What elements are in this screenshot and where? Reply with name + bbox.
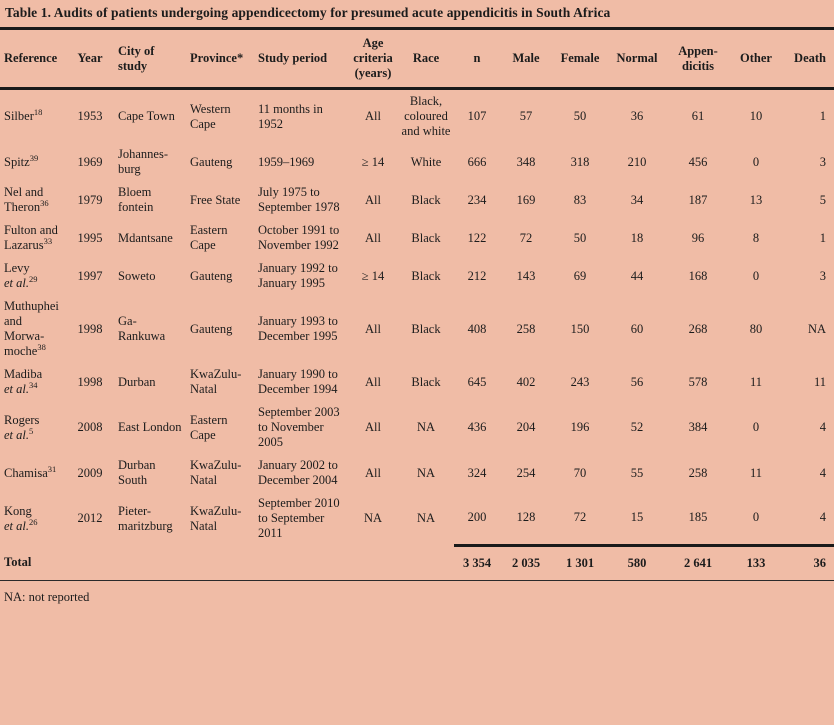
cell-race: Black (411, 192, 441, 207)
cell-province: Gauteng (190, 321, 233, 336)
table-row (0, 181, 834, 219)
cell-period: September 2003 to November 2005 (258, 405, 340, 449)
cell-year: 1979 (77, 192, 103, 207)
cell-male: 348 (516, 154, 536, 169)
cell-death: 1 (819, 230, 826, 245)
cell-city: Soweto (118, 268, 156, 283)
cell-period: 11 months in 1952 (258, 101, 323, 131)
cell-death: 4 (819, 510, 826, 525)
total-spacer (66, 545, 114, 580)
col-header-province: Province* (186, 30, 254, 89)
total-female: 1 301 (552, 545, 608, 580)
cell-other: 0 (752, 510, 760, 525)
cell-female: 72 (573, 510, 587, 525)
cell-race: NA (416, 511, 436, 525)
total-appendicitis: 2 641 (666, 545, 730, 580)
cell-other: 11 (749, 465, 763, 480)
cell-race: Black (411, 374, 441, 389)
cell-other: 10 (749, 109, 763, 123)
cell-year: 1995 (77, 230, 103, 245)
table-row (0, 89, 834, 144)
reference-name: Chamisa (4, 465, 48, 480)
cell-province: KwaZulu-Natal (190, 458, 242, 487)
total-spacer (348, 545, 398, 580)
cell-province: Western Cape (190, 101, 231, 131)
cell-year: 2009 (77, 465, 103, 480)
reference-etal: et al. (4, 518, 29, 533)
cell-period: 1959–1969 (258, 154, 315, 169)
col-header-period: Study period (254, 30, 348, 89)
cell-female: 150 (570, 321, 590, 336)
cell-city: Ga-Rankuwa (118, 314, 166, 343)
table-row (0, 363, 834, 401)
reference-etal: et al. (4, 382, 29, 396)
total-spacer (114, 545, 186, 580)
cell-n: 645 (467, 374, 487, 389)
header-row (0, 30, 834, 89)
cell-female: 69 (573, 268, 587, 283)
citation-superscript: 26 (29, 516, 38, 527)
cell-age: All (365, 192, 381, 207)
cell-male: 204 (516, 420, 536, 434)
cell-reference (0, 454, 66, 492)
cell-year: 2008 (77, 420, 103, 434)
cell-appendicitis: 258 (688, 465, 708, 480)
cell-other: 8 (752, 230, 760, 245)
cell-province: Gauteng (190, 154, 233, 169)
cell-normal: 55 (630, 465, 644, 480)
col-header-n: n (454, 30, 500, 89)
cell-race: Black (411, 268, 441, 283)
cell-period: September 2010 to September 2011 (258, 496, 340, 540)
reference-etal: et al. (4, 427, 29, 442)
cell-male: 402 (516, 374, 536, 389)
cell-race: White (410, 154, 442, 169)
cell-normal: 44 (630, 268, 644, 283)
cell-appendicitis: 268 (688, 321, 708, 336)
col-header-death: Death (782, 30, 834, 89)
cell-death: 5 (819, 192, 826, 207)
citation-superscript: 34 (29, 379, 38, 390)
total-n: 3 354 (454, 545, 500, 580)
cell-reference (0, 492, 66, 545)
cell-year: 1997 (77, 268, 103, 283)
total-spacer (186, 545, 254, 580)
cell-n: 200 (467, 510, 487, 525)
cell-death: 11 (813, 374, 826, 389)
cell-race: Black (411, 230, 441, 245)
cell-period: July 1975 to September 1978 (258, 185, 340, 214)
cell-female: 83 (573, 192, 587, 207)
reference-name: Rogers (4, 412, 40, 427)
cell-period: January 1993 to December 1995 (258, 314, 338, 343)
cell-normal: 15 (630, 510, 644, 525)
cell-race: Black, coloured and white (401, 94, 451, 138)
cell-period: January 1992 to January 1995 (258, 261, 338, 290)
cell-city: Durban (118, 374, 156, 389)
cell-year: 1953 (77, 109, 103, 123)
cell-male: 258 (516, 321, 536, 336)
cell-male: 169 (516, 192, 536, 207)
cell-age: All (365, 230, 381, 245)
total-spacer (398, 545, 454, 580)
cell-age: All (365, 374, 381, 389)
table-title: Table 1. Audits of patients undergoing appendicectomy for presumed acute appendicitis in South Africa (0, 0, 834, 30)
cell-female: 318 (570, 154, 590, 169)
citation-superscript: 39 (29, 152, 39, 163)
col-header-city: City of study (114, 30, 186, 89)
total-spacer (254, 545, 348, 580)
cell-province: Free State (190, 192, 241, 207)
citation-superscript: 31 (47, 463, 57, 474)
cell-appendicitis: 61 (691, 109, 705, 123)
cell-age: All (365, 420, 381, 434)
cell-female: 70 (573, 465, 587, 480)
cell-n: 107 (467, 109, 487, 123)
cell-female: 196 (570, 420, 590, 434)
cell-age: All (365, 321, 381, 336)
cell-reference (0, 89, 66, 144)
cell-n: 212 (467, 268, 487, 283)
citation-superscript: 33 (43, 235, 53, 246)
col-header-reference: Reference (0, 30, 66, 89)
cell-n: 408 (467, 321, 487, 336)
cell-province: Gauteng (190, 268, 233, 283)
cell-normal: 56 (630, 374, 644, 389)
table-row (0, 219, 834, 257)
cell-male: 57 (519, 109, 533, 123)
total-row (0, 545, 834, 580)
cell-n: 666 (467, 154, 487, 169)
cell-male: 128 (516, 510, 536, 525)
cell-race: Black (411, 321, 441, 336)
table-footnote: NA: not reported (4, 589, 90, 604)
col-header-race: Race (398, 30, 454, 89)
cell-normal: 210 (627, 154, 647, 169)
cell-normal: 18 (630, 230, 644, 245)
cell-city: Durban South (118, 458, 156, 487)
cell-normal: 34 (630, 192, 644, 207)
cell-male: 254 (516, 465, 536, 480)
citation-superscript: 38 (37, 341, 46, 352)
cell-age: NA (363, 511, 383, 525)
cell-age: ≥ 14 (361, 268, 385, 283)
cell-female: 243 (570, 374, 590, 389)
total-other: 133 (730, 545, 782, 580)
table-row (0, 295, 834, 363)
cell-death: 3 (819, 268, 826, 283)
cell-reference (0, 295, 66, 363)
cell-reference (0, 401, 66, 454)
col-header-female: Female (552, 30, 608, 89)
cell-reference (0, 363, 66, 401)
cell-n: 234 (467, 192, 487, 207)
cell-male: 72 (519, 230, 533, 245)
reference-name: Silber (4, 109, 34, 123)
cell-female: 50 (573, 230, 587, 245)
total-label: Total (0, 545, 66, 580)
cell-period: October 1991 to November 1992 (258, 223, 340, 252)
cell-normal: 52 (630, 420, 644, 434)
cell-city: Cape Town (118, 109, 175, 123)
total-male: 2 035 (500, 545, 552, 580)
reference-name: Levy (4, 261, 30, 275)
cell-appendicitis: 187 (688, 192, 708, 207)
cell-period: January 1990 to December 1994 (258, 367, 338, 396)
cell-reference (0, 257, 66, 295)
cell-male: 143 (516, 268, 536, 283)
cell-other: 80 (749, 321, 763, 336)
cell-death: 4 (819, 420, 826, 434)
cell-other: 0 (752, 268, 760, 283)
citation-superscript: 18 (33, 106, 43, 117)
reference-name: Kong (4, 503, 32, 518)
col-header-appendicitis: Appen-dicitis (666, 30, 730, 89)
cell-race: NA (416, 465, 436, 480)
cell-year: 1998 (77, 374, 103, 389)
col-header-normal: Normal (608, 30, 666, 89)
cell-female: 50 (573, 109, 587, 123)
cell-year: 2012 (77, 511, 103, 525)
col-header-year: Year (66, 30, 114, 89)
reference-name: Spitz (4, 154, 30, 169)
citation-superscript: 5 (29, 425, 34, 436)
cell-province: Eastern Cape (190, 223, 228, 252)
citation-superscript: 36 (40, 197, 49, 208)
cell-appendicitis: 384 (688, 420, 708, 434)
reference-name: Fulton and Lazarus (4, 223, 58, 252)
cell-appendicitis: 456 (688, 154, 708, 169)
cell-province: KwaZulu-Natal (190, 367, 242, 396)
table-row (0, 492, 834, 545)
cell-reference (0, 143, 66, 181)
total-normal: 580 (608, 545, 666, 580)
cell-other: 0 (752, 420, 760, 434)
cell-appendicitis: 185 (688, 510, 708, 525)
cell-appendicitis: 168 (688, 268, 708, 283)
table-row (0, 454, 834, 492)
reference-etal: et al. (4, 276, 29, 290)
audits-table (0, 30, 834, 611)
total-death: 36 (782, 545, 834, 580)
col-header-other: Other (730, 30, 782, 89)
cell-reference (0, 181, 66, 219)
table-row (0, 257, 834, 295)
reference-name: Muthuphei and Morwa-moche (4, 299, 59, 358)
cell-n: 436 (467, 420, 487, 434)
cell-death: 3 (819, 154, 826, 169)
footnote-row (0, 580, 834, 611)
cell-city: Bloem fontein (118, 185, 154, 214)
cell-city: Pieter-maritzburg (118, 503, 173, 533)
cell-death: 4 (819, 465, 826, 480)
cell-other: 0 (752, 154, 760, 169)
cell-normal: 60 (630, 321, 644, 336)
cell-age: ≥ 14 (361, 154, 385, 169)
cell-race: NA (416, 420, 436, 434)
cell-province: Eastern Cape (190, 412, 228, 442)
cell-n: 324 (467, 465, 487, 480)
cell-city: East London (118, 420, 182, 434)
reference-name: Nel and Theron (4, 185, 44, 214)
cell-death: 1 (819, 109, 826, 123)
col-header-age: Age criteria (years) (348, 30, 398, 89)
cell-reference (0, 219, 66, 257)
reference-name: Madiba (4, 367, 43, 381)
cell-city: Mdantsane (118, 230, 173, 245)
cell-death: NA (807, 321, 826, 336)
cell-period: January 2002 to December 2004 (258, 458, 338, 487)
table-row (0, 143, 834, 181)
cell-province: KwaZulu-Natal (190, 503, 242, 533)
cell-city: Johannes-burg (118, 147, 168, 176)
cell-year: 1998 (77, 321, 103, 336)
cell-n: 122 (467, 230, 487, 245)
cell-year: 1969 (77, 154, 103, 169)
table-row (0, 401, 834, 454)
cell-appendicitis: 578 (688, 374, 708, 389)
cell-appendicitis: 96 (691, 230, 705, 245)
cell-normal: 36 (630, 109, 644, 123)
cell-age: All (365, 465, 381, 480)
citation-superscript: 29 (29, 273, 38, 284)
cell-age: All (365, 109, 381, 123)
cell-other: 11 (749, 374, 763, 389)
col-header-male: Male (500, 30, 552, 89)
cell-other: 13 (749, 192, 763, 207)
